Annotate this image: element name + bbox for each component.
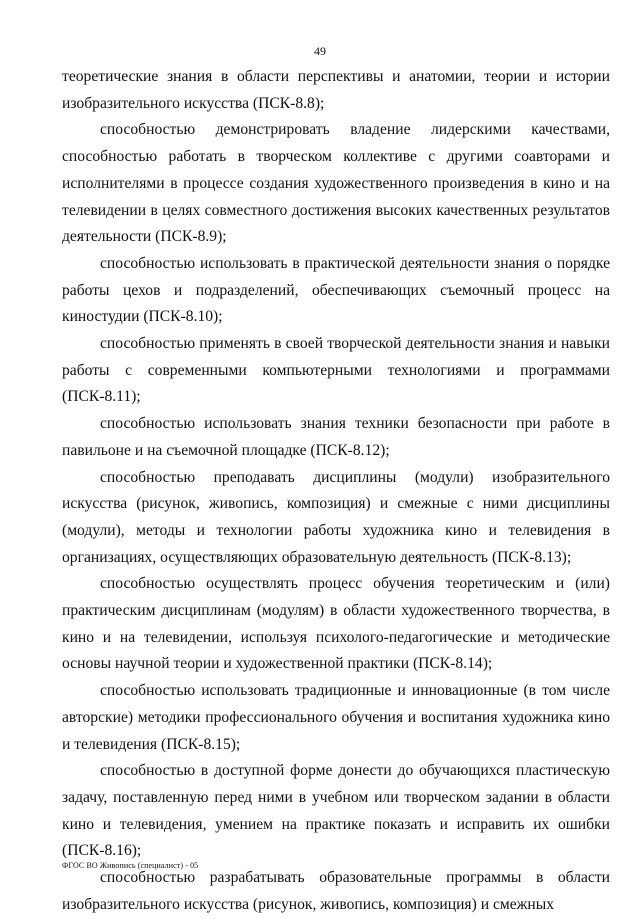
page-footer: ФГОС ВО Живопись (специалист) - 05 <box>62 861 199 870</box>
paragraph-continuation: теоретические знания в области перспективы и анатомии, теории и истории изобразительного искусства (ПСК-8.8); <box>62 68 610 112</box>
paragraph-psk-8-13: способностью преподавать дисциплины (модули) изобразительного искусства (рисунок, живопись, композиция) и смежные с ними дисциплины (модули), методы и технологии работы художника кино и телевидения в организациях, осуществляющих образовательную деятельность (ПСК-8.13); <box>62 468 610 566</box>
paragraph-psk-8-12: способностью использовать знания техники безопасности при работе в павильоне и на съемочной площадке (ПСК-8.12); <box>62 415 610 459</box>
paragraph-psk-8-14: способностью осуществлять процесс обучения теоретическим и (или) практическим дисциплинам (модулям) в области художественного творчества, в кино и на телевидении, используя психолого-педагогические и методические основы научной теории и художественной практики (ПСК-8.14); <box>62 575 610 673</box>
paragraph-psk-8-15: способностью использовать традиционные и инновационные (в том числе авторские) методики профессионального обучения и воспитания художника кино и телевидения (ПСК-8.15); <box>62 682 610 753</box>
page-number: 49 <box>314 44 326 58</box>
paragraph-psk-8-10: способностью использовать в практической деятельности знания о порядке работы цехов и подразделений, обеспечивающих съемочный процесс на киностудии (ПСК-8.10); <box>62 254 610 326</box>
paragraph-psk-8-9: способностью демонстрировать владение лидерскими качествами, способностью работать в творческом коллективе с другими соавторами и исполнителями в процессе создания художественного произведения в кино и на телевидении в целях совместного достижения высоких качественных результатов деятельности (ПСК-8.9); <box>62 121 610 246</box>
paragraph-psk-8-16: способностью в доступной форме донести до обучающихся пластическую задачу, поставленную перед ними в учебном или творческом задании в области кино и телевидения, умением на практике показать и исправить их ошибки (ПСК-8.16); <box>62 762 610 860</box>
paragraph-programs: способностью разрабатывать образовательные программы в области изобразительного искусства (рисунок, живопись, композиция) и смежных <box>62 869 610 913</box>
paragraph-psk-8-11: способностью применять в своей творческой деятельности знания и навыки работы с современными компьютерными технологиями и программами (ПСК-8.11); <box>62 335 610 406</box>
document-body <box>62 64 610 919</box>
